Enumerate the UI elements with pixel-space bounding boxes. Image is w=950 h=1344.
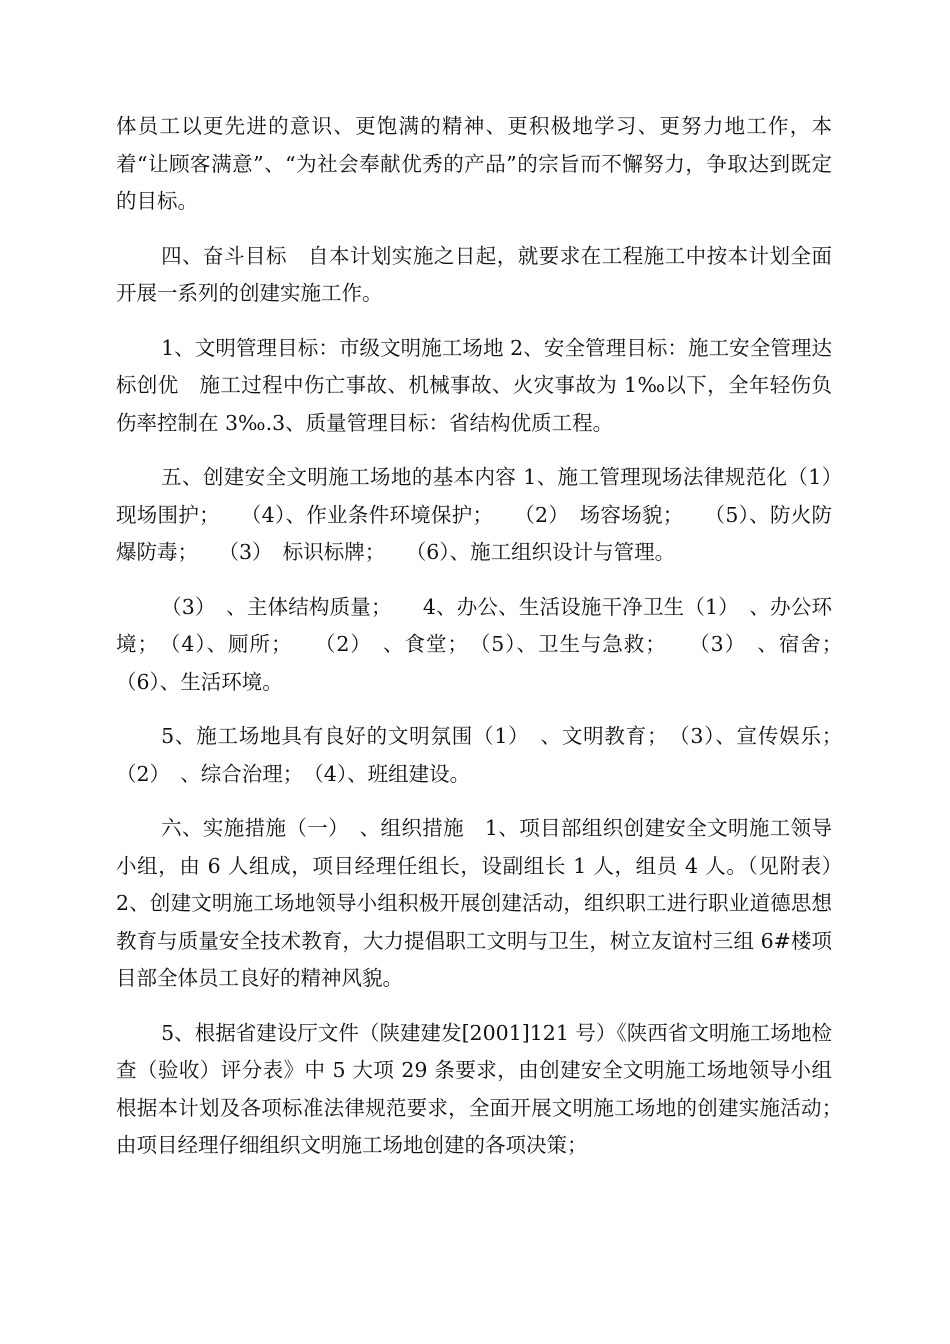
paragraph-goal: 四、奋斗目标 自本计划实施之日起，就要求在工程施工中按本计划全面开展一系列的创建实施工作。 bbox=[116, 243, 832, 305]
paragraph-hygiene: （3） 、主体结构质量； 4、办公、生活设施干净卫生（1） 、办公环境； （4）、厕所； （2） 、食堂； （5）、卫生与急救； （3） 、宿舍； （6）、生活环境。 bbox=[116, 594, 853, 694]
paragraph-atmosphere: 5、施工场地具有良好的文明氛围（1） 、文明教育； （3）、宣传娱乐； （2） 、综合治理； （4）、班组建设。 bbox=[116, 724, 873, 786]
paragraph-basic-content: 五、创建安全文明施工场地的基本内容 1、施工管理现场法律规范化（1） 现场围护； （4）、作业条件环境保护； （2） 场容场貌； （5）、防火防爆防毒； （3） 标识标牌； （6）、施工组织设计与管理。 bbox=[116, 465, 853, 564]
paragraph-measures: 六、实施措施（一） 、组织措施 1、项目部组织创建安全文明施工领导小组，由 6 人组成，项目经理任组长，设副组长 1 人，组员 4 人。（见附表） 2、创建文明施工场地领导小组积极开展创建活动，组织职工进行职业道德思想教育与质量安全技术教育，大力提倡职工文明与卫生，树立友谊村三组 6#楼项目部全体员工良好的精神风貌。 bbox=[116, 816, 873, 990]
document-body bbox=[116, 108, 873, 1182]
paragraph-regulations: 5、根据省建设厅文件（陕建建发[2001]121 号）《陕西省文明施工场地检查（验收）评分表》中 5 大项 29 条要求，由创建安全文明施工场地领导小组根据本计划及各项标准法律规范要求，全面开展文明施工场地的创建实施活动； 由项目经理仔细组织文明施工场地创建的各项决策； bbox=[116, 1020, 853, 1157]
paragraph-management-targets: 1、文明管理目标：市级文明施工场地 2、安全管理目标：施工安全管理达标创优 施工过程中伤亡事故、机械事故、火灾事故为 1‰以下，全年轻伤负伤率控制在 3‰.3、质量管理目标：省结构优质工程。 bbox=[116, 335, 832, 435]
paragraph-continuation: 体员工以更先进的意识、更饱满的精神、更积极地学习、更努力地工作，本着“让顾客满意”、“为社会奉献优秀的产品”的宗旨而不懈努力，争取达到既定的目标。 bbox=[116, 114, 832, 213]
